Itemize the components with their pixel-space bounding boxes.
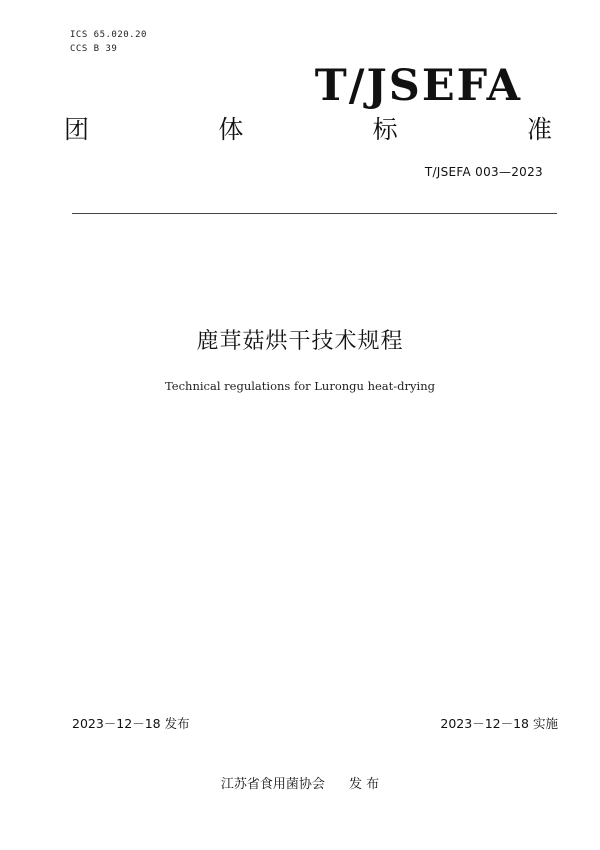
publisher-name: 江苏省食用菌协会 bbox=[220, 777, 325, 792]
standard-type-char: 标 bbox=[372, 115, 398, 144]
standard-number: T/JSEFA 003—2023 bbox=[424, 165, 543, 179]
document-title-english: Technical regulations for Lurongu heat-drying bbox=[165, 379, 435, 393]
issue-date: 2023－12－18 发布 bbox=[72, 716, 190, 731]
publisher-line bbox=[0, 776, 600, 794]
publisher-action: 发 布 bbox=[348, 777, 380, 792]
header-divider bbox=[72, 213, 557, 214]
standard-type-char: 团 bbox=[64, 115, 90, 144]
standard-type-char: 准 bbox=[526, 115, 552, 144]
standard-type-heading bbox=[64, 114, 552, 146]
document-title-chinese: 鹿茸菇烘干技术规程 bbox=[196, 329, 404, 354]
standard-type-char: 体 bbox=[218, 115, 244, 144]
effective-date: 2023－12－18 实施 bbox=[440, 716, 558, 731]
ics-code: ICS 65.020.20 bbox=[70, 30, 147, 40]
association-brand: T/JSEFA bbox=[314, 61, 522, 111]
ccs-code: CCS B 39 bbox=[70, 44, 118, 54]
